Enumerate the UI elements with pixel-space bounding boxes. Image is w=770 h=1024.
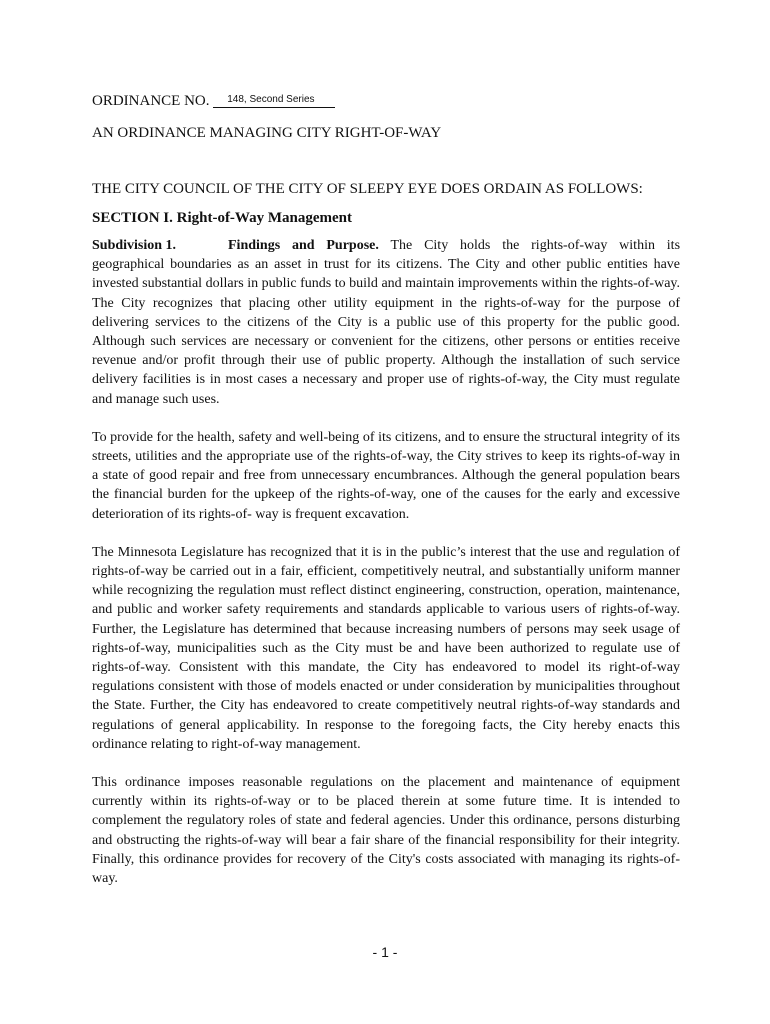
ordinance-number: 148, Second Series	[213, 94, 334, 108]
paragraph-text: The City holds the rights-of-way within its geographical boundaries as an asset in trust for its citizens. The City and other public entities have invested substantial dollars in public funds to build and maintain improvements within the rights-of-way. The City recognizes that placing other utility equipment in the rights-of-way for the purpose of delivering services to the citizens of the City is a public use of this property for the public good. Although such services are necessary or convenient for the citizens, other persons or entities receive revenue and/or profit through their use of public property. Although the installation of such service delivery facilities is in most cases a necessary and proper use of rights-of-way, the City must regulate and manage such uses.	[92, 238, 681, 407]
paragraph-findings	[92, 236, 680, 409]
document-page	[92, 92, 680, 888]
paragraph-legislature: The Minnesota Legislature has recognized that it is in the public’s interest that the use and regulation of rights-of-way be carried out in a fair, efficient, competitively neutral, and substantially uniform manner while recognizing the regulation must reflect distinct engineering, construction, operation, maintenance, and public and worker safety requirements and standards applicable to various users of rights-of-way. Further, the Legislature has determined that because increasing numbers of persons may seek usage of rights-of-way, municipalities such as the City must be and have been authorized to regulate use of rights-of-way. Consistent with this mandate, the City has endeavored to model its right-of-way regulations consistent with those of models enacted or under consideration by municipalities throughout the State. Further, the City has endeavored to create competitively neutral rights-of-way standards and regulations of general applicability. In response to the foregoing facts, the City hereby enacts this ordinance relating to right-of-way management.	[92, 544, 680, 752]
council-statement: THE CITY COUNCIL OF THE CITY OF SLEEPY EYE DOES ORDAIN AS FOLLOWS:	[92, 181, 643, 197]
ordinance-title: AN ORDINANCE MANAGING CITY RIGHT-OF-WAY	[92, 125, 442, 141]
paragraph-regulations: This ordinance imposes reasonable regulations on the placement and maintenance of equipment currently within its rights-of-way or to be placed therein at some future time. It is intended to complement the regulatory roles of state and federal agencies. Under this ordinance, persons disturbing and obstructing the rights-of-way will bear a fair share of the financial responsibility for their integrity. Finally, this ordinance provides for recovery of the City's costs associated with managing its rights-of-way.	[92, 775, 680, 887]
paragraph-health-safety: To provide for the health, safety and well-being of its citizens, and to ensure the structural integrity of its streets, utilities and the appropriate use of the rights-of-way, the City strives to keep its rights-of-way in a state of good repair and free from unnecessary encumbrances. Although the general population bears the financial burden for the upkeep of the rights-of-way, one of the causes for the early and excessive deterioration of its rights-of- way is frequent excavation.	[92, 429, 680, 522]
section-heading: SECTION I. Right-of-Way Management	[92, 210, 353, 226]
subdivision-label: Subdivision 1.	[92, 238, 177, 253]
ordinance-number-line	[92, 92, 680, 110]
ordinance-label: ORDINANCE NO.	[92, 93, 210, 109]
subdivision-title: Findings and Purpose.	[228, 238, 379, 253]
page-number: - 1 -	[372, 944, 398, 960]
